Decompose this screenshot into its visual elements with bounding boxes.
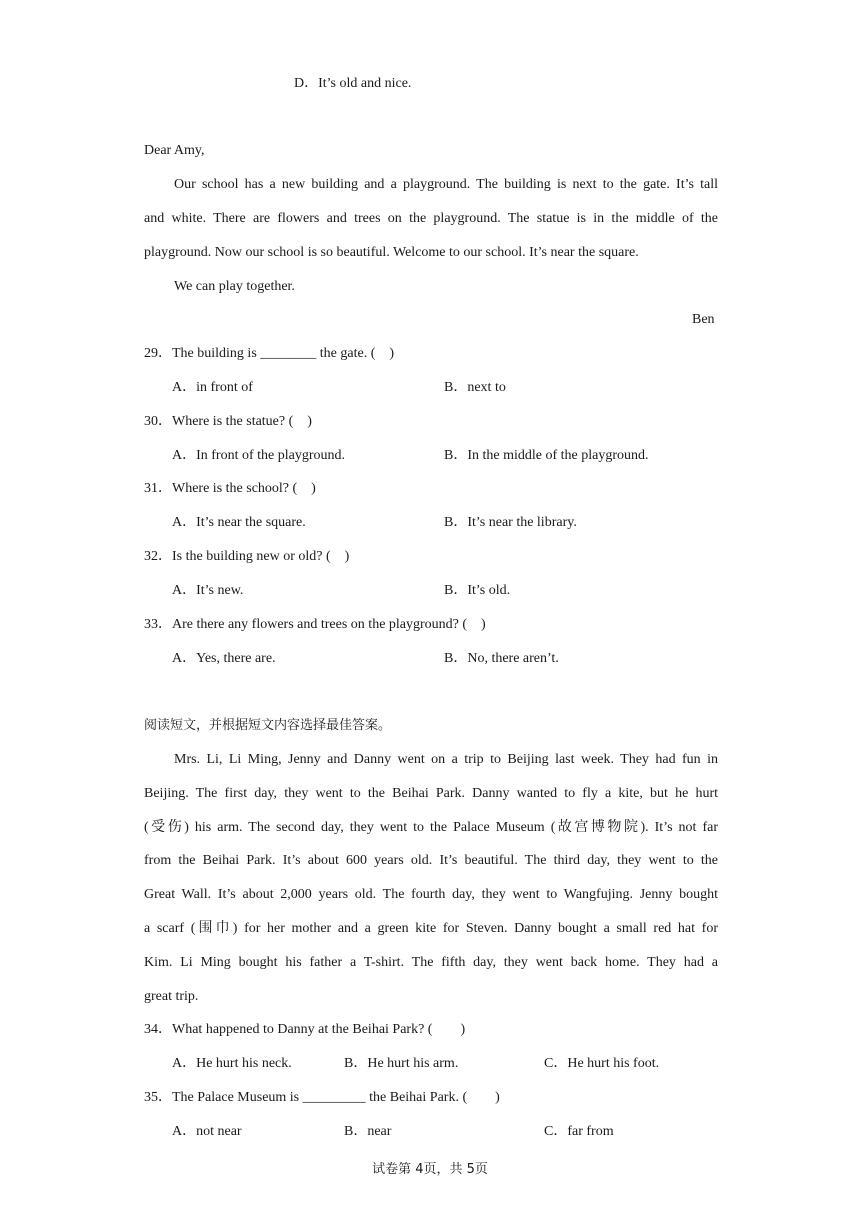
section-title: 阅读短文，并根据短文内容选择最佳答案。 [144,718,392,733]
option-b: B．It’s old. [444,583,511,598]
question-stem: 30．Where is the statue? ( ) [144,414,312,429]
letter-line: playground. Now our school is so beautiful. Welcome to our school. It’s near the square. [144,245,639,260]
passage-line: Kim. Li Ming bought his father a T-shirt. The fifth day, they went back home. They had a [144,955,718,970]
option-c: C．He hurt his foot. [544,1056,660,1071]
previous-question-option-d: D．It’s old and nice. [294,76,412,91]
question-stem: 35．The Palace Museum is _________ the Beihai Park. ( ) [144,1090,500,1105]
letter-line: Our school has a new building and a playground. The building is next to the gate. It’s tall [174,177,718,192]
letter-salutation: Dear Amy, [144,143,205,158]
passage-line: Mrs. Li, Li Ming, Jenny and Danny went on a trip to Beijing last week. They had fun in [174,752,718,767]
passage-line: a scarf (围巾) for her mother and a green kite for Steven. Danny bought a small red hat for [144,921,718,936]
page-footer: 试卷第 4页，共 5页 [372,1162,488,1177]
option-a: A．It’s new. [172,583,244,598]
letter-line: We can play together. [174,279,295,294]
option-b: B．No, there aren’t. [444,651,559,666]
passage-line: Great Wall. It’s about 2,000 years old. The fourth day, they went to Wangfujing. Jenny bought [144,887,718,902]
passage-line: great trip. [144,989,199,1004]
passage-line: (受伤) his arm. The second day, they went to the Palace Museum (故宫博物院). It’s not far [144,820,718,835]
question-stem: 33．Are there any flowers and trees on the playground? ( ) [144,617,486,632]
option-b: B．It’s near the library. [444,515,577,530]
question-stem: 31．Where is the school? ( ) [144,481,316,496]
passage-line: from the Beihai Park. It’s about 600 years old. It’s beautiful. The third day, they went to the [144,853,718,868]
option-b: B．In the middle of the playground. [444,448,649,463]
letter-signature: Ben [692,312,715,327]
option-b: B．next to [444,380,506,395]
option-a: A．It’s near the square. [172,515,306,530]
letter-line: and white. There are flowers and trees on the playground. The statue is in the middle of the [144,211,718,226]
option-a: A．not near [172,1124,242,1139]
option-c: C．far from [544,1124,614,1139]
option-a: A．He hurt his neck. [172,1056,292,1071]
option-a: A．In front of the playground. [172,448,346,463]
option-a: A．in front of [172,380,253,395]
question-stem: 34．What happened to Danny at the Beihai Park? ( ) [144,1022,466,1037]
option-a: A．Yes, there are. [172,651,276,666]
option-b: B．He hurt his arm. [344,1056,459,1071]
option-b: B．near [344,1124,392,1139]
question-stem: 32．Is the building new or old? ( ) [144,549,350,564]
question-stem: 29．The building is ________ the gate. ( ) [144,346,395,361]
passage-line: Beijing. The first day, they went to the Beihai Park. Danny wanted to fly a kite, but he hurt [144,786,718,801]
